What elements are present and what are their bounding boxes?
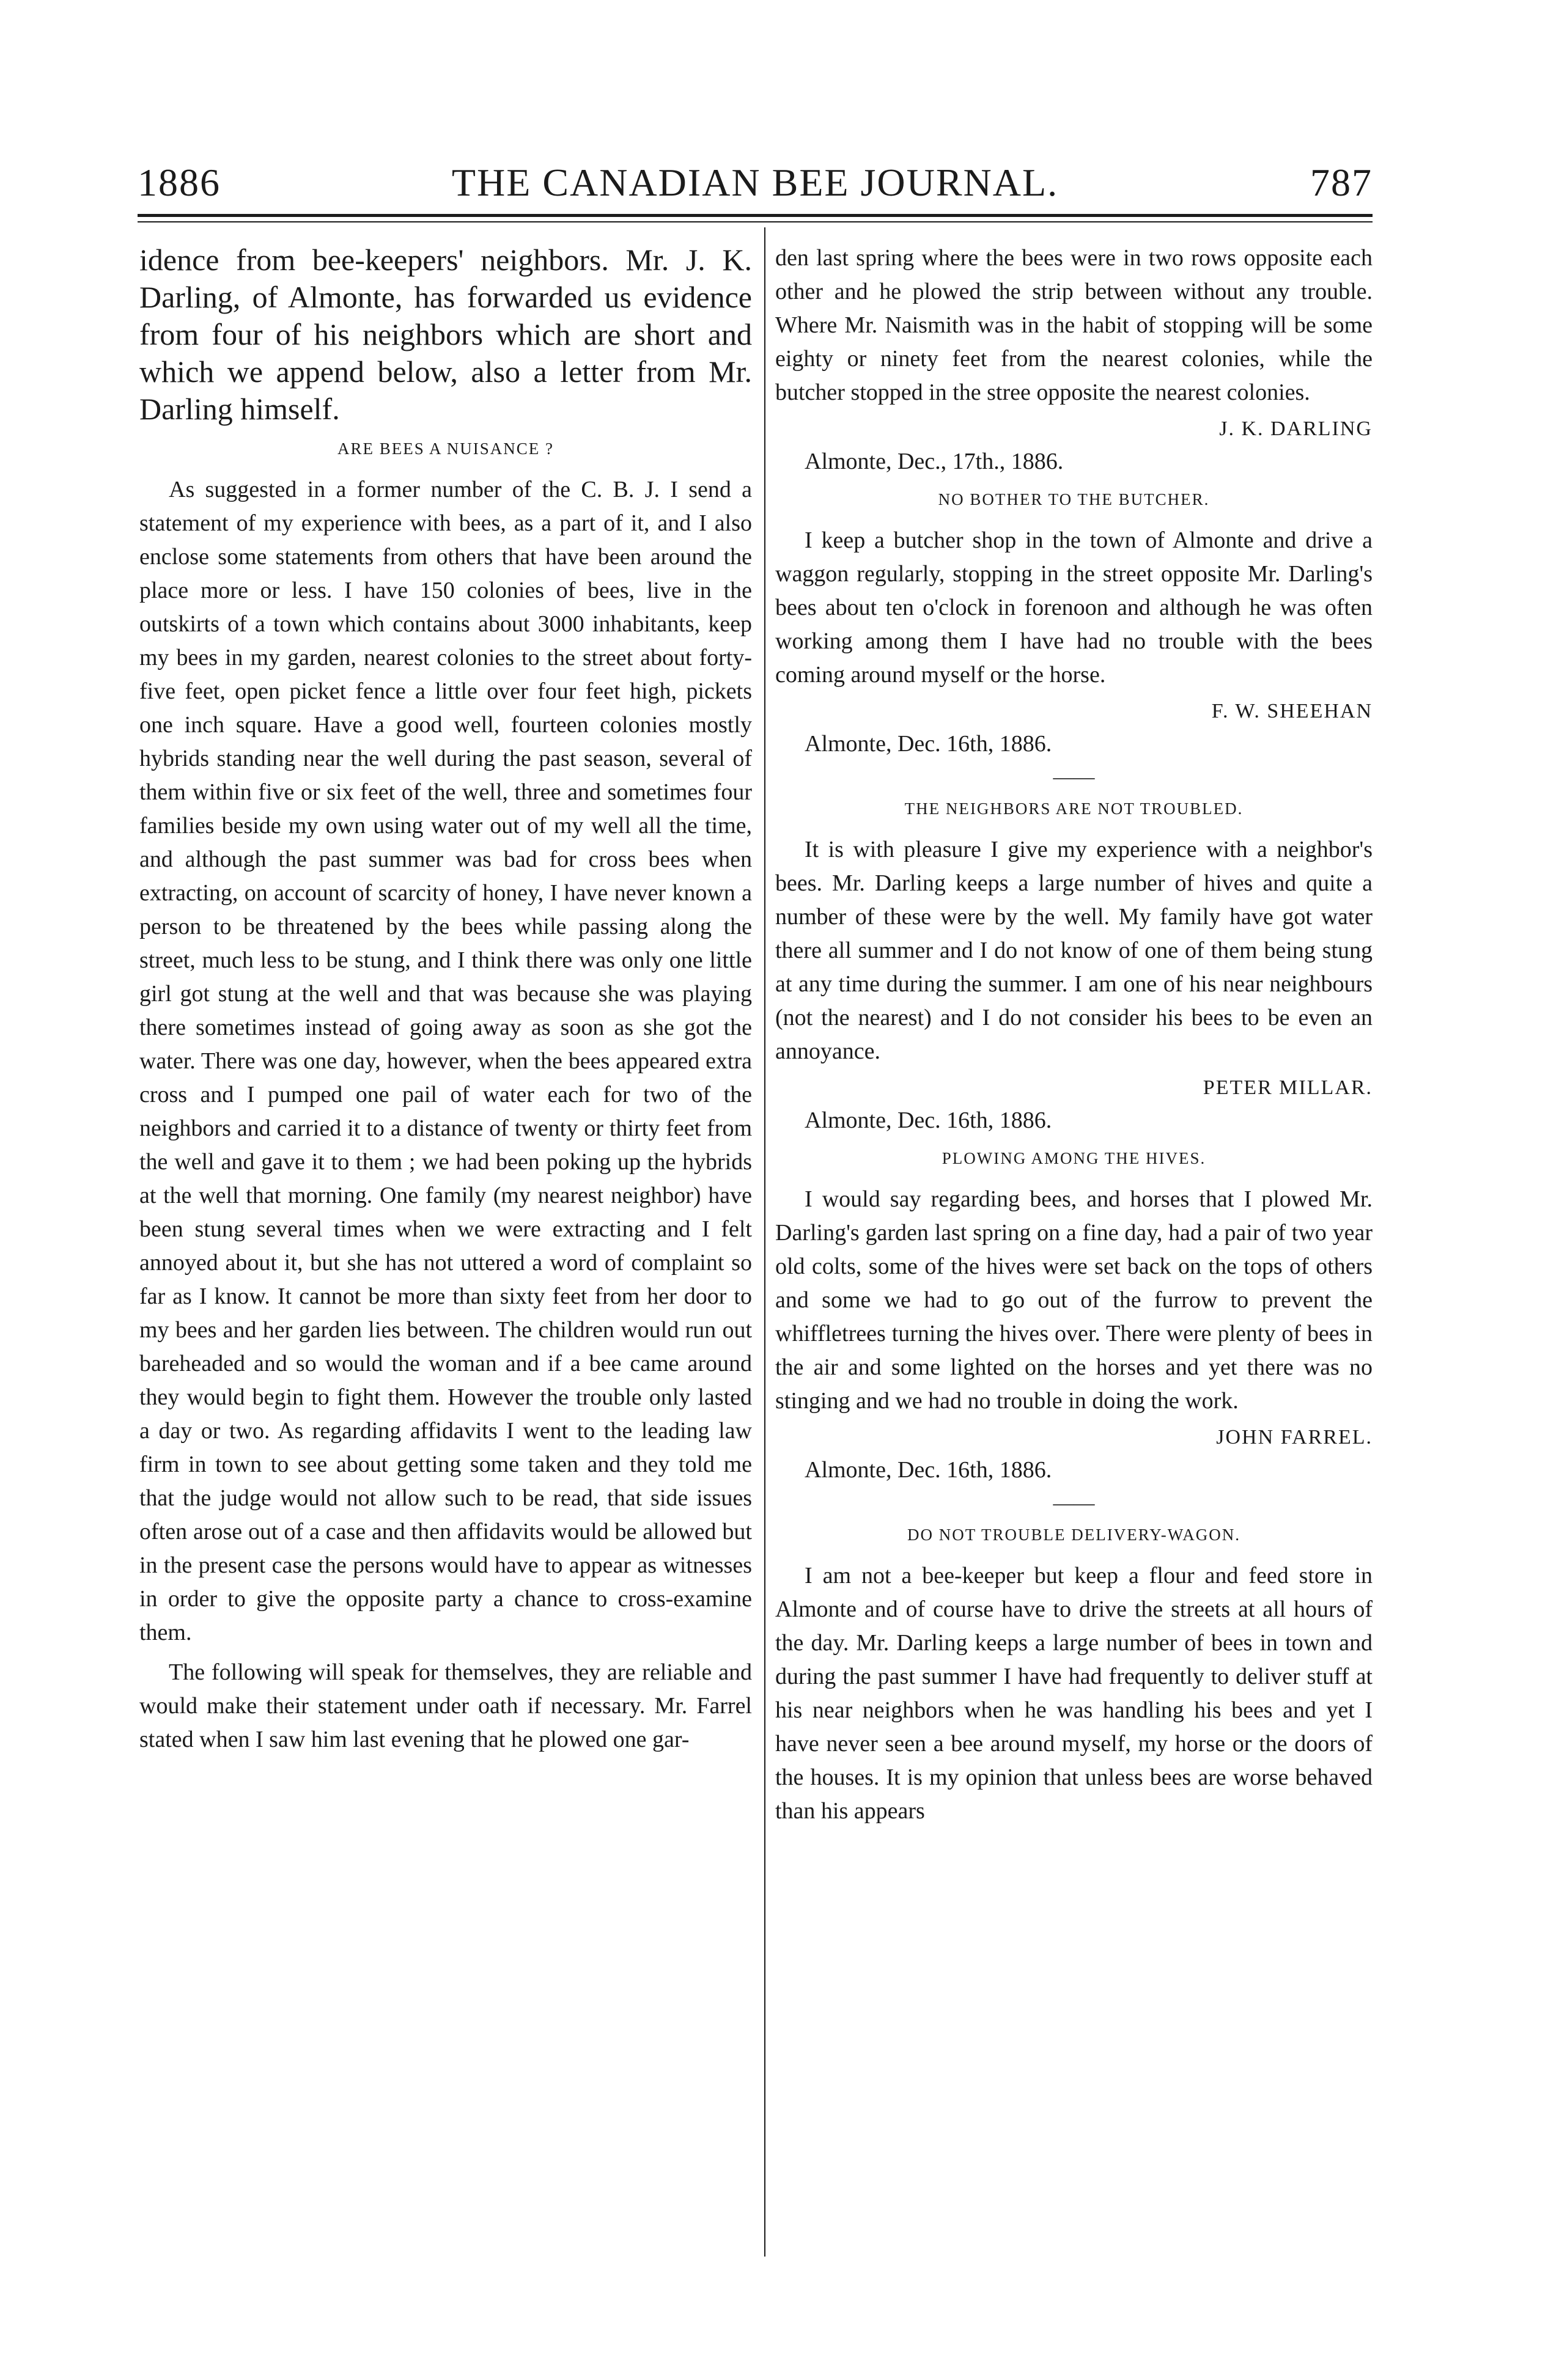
signature: JOHN FARREL. [1216,1426,1373,1449]
letter-paragraph: The following will speak for themselves, they are reliable and would make their statement under oath if necessary. Mr. Farrel stated when I saw him last evening that he plowed one gar- [139,1659,752,1752]
signature: PETER MILLAR. [1203,1076,1373,1099]
column-divider [764,227,765,2257]
dateline: Almonte, Dec. 16th, 1886. [805,1457,1052,1483]
section-heading: THE NEIGHBORS ARE NOT TROUBLED. [904,799,1244,818]
header-year: 1886 [138,161,221,204]
dateline: Almonte, Dec. 16th, 1886. [805,1107,1052,1133]
section-heading: DO NOT TROUBLE DELIVERY-WAGON. [907,1526,1240,1544]
section-heading: ARE BEES A NUISANCE ? [337,439,555,458]
continued-paragraph: den last spring where the bees were in two rows opposite each other and he plowed the strip between without any trouble. Where Mr. Naismith was in the habit of stopping will be some eighty or ninety feet from the nearest colonies, while the butcher stopped in the stree opposite the nearest colonies. [775,245,1373,405]
dateline: Almonte, Dec., 17th., 1886. [805,449,1064,474]
signature: J. K. DARLING [1219,417,1373,440]
page-number: 787 [1310,161,1373,204]
section-heading: NO BOTHER TO THE BUTCHER. [938,490,1210,509]
intro-paragraph: idence from bee-keepers' neighbors. Mr. J. K. Darling, of Almonte, has forwarded us evidence from four of his neighbors which are short and which we append below, also a letter from Mr. Darling himself. [139,243,752,426]
left-column [139,241,752,1757]
statement-paragraph: I keep a butcher shop in the town of Almonte and drive a waggon regularly, stopping in the street opposite Mr. Darling's bees about ten o'clock in forenoon and although he was often working among them I have had no trouble with the bees coming around myself or the horse. [775,527,1373,688]
dateline: Almonte, Dec. 16th, 1886. [805,731,1052,757]
header-rule-thick [138,214,1373,217]
signature: F. W. SHEEHAN [1211,700,1373,722]
journal-title: THE CANADIAN BEE JOURNAL. [451,161,1059,204]
statement-paragraph: It is with pleasure I give my experience with a neighbor's bees. Mr. Darling keeps a large number of hives and quite a number of these were by the well. My family have got water there all summer and I do not know of one of them being stung at any time during the summer. I am one of his near neighbours (not the nearest) and I do not consider his bees to be even an annoyance. [775,837,1373,1064]
running-header [138,160,1373,209]
header-rule-thin [138,221,1373,222]
statement-paragraph: I would say regarding bees, and horses that I plowed Mr. Darling's garden last spring on a fine day, had a pair of two year old colts, some of the hives were set back on the tops of others and some we had to go out of the furrow to prevent the whiffletrees turning the hives over. There were plenty of bees in the air and some lighted on the horses and yet there was no stinging and we had no trouble in doing the work. [775,1186,1373,1414]
section-heading: PLOWING AMONG THE HIVES. [942,1149,1206,1167]
letter-paragraph: As suggested in a former number of the C. B. J. I send a statement of my experience with bees, as a part of it, and I also enclose some statements from others that have been around the place more or less. I have 150 colonies of bees, live in the outskirts of a town which contains about 3000 inhabitants, keep my bees in my garden, nearest colonies to the street about forty-five feet, open picket fence a little over four feet high, pickets one inch square. Have a good well, fourteen colonies mostly hybrids standing near the well during the past season, several of them within five or six feet of the well, three and sometimes four families beside my own using water out of my well all the time, and although the past summer was bad for cross bees when extracting, on account of scarcity of honey, I have never known a person to be threatened by the bees while passing along the street, much less to be stung, and I think there was only one little girl got stung at the well and that was because she was playing there sometimes instead of going away as soon as she got the water. There was one day, however, when the bees appeared extra cross and I pumped one pail of water each for two of the neighbors and carried it to a distance of twenty or thirty feet from the well and gave it to them ; we had been poking up the hybrids at the well that morning. One family (my nearest neighbor) have been stung several times when we were extracting and I felt annoyed about it, but she has not uttered a word of complaint so far as I know. It cannot be more than sixty feet from her door to my bees and her garden lies between. The children would run out bareheaded and so would the woman and if a bee came around they would begin to fight them. However the trouble only lasted a day or two. As regarding affidavits I went to the leading law firm in town to see about getting some taken and they told me that the judge would not allow such to be read, that side issues often arose out of a case and then affidavits would be allowed but in the present case the persons would have to appear as witnesses in order to give the opposite party a chance to cross-examine them. [139,477,752,1645]
separator-dash: —— [1053,1492,1095,1515]
separator-dash: —— [1053,766,1095,788]
statement-paragraph: I am not a bee-keeper but keep a flour and feed store in Almonte and of course have to drive the streets at all hours of the day. Mr. Darling keeps a large number of bees in town and during the past summer I have had frequently to deliver stuff at his near neighbors when he was handling his bees and yet I have never seen a bee around myself, my horse or the doors of the houses. It is my opinion that unless bees are worse behaved than his appears [775,1563,1373,1824]
right-column [775,241,1373,1828]
